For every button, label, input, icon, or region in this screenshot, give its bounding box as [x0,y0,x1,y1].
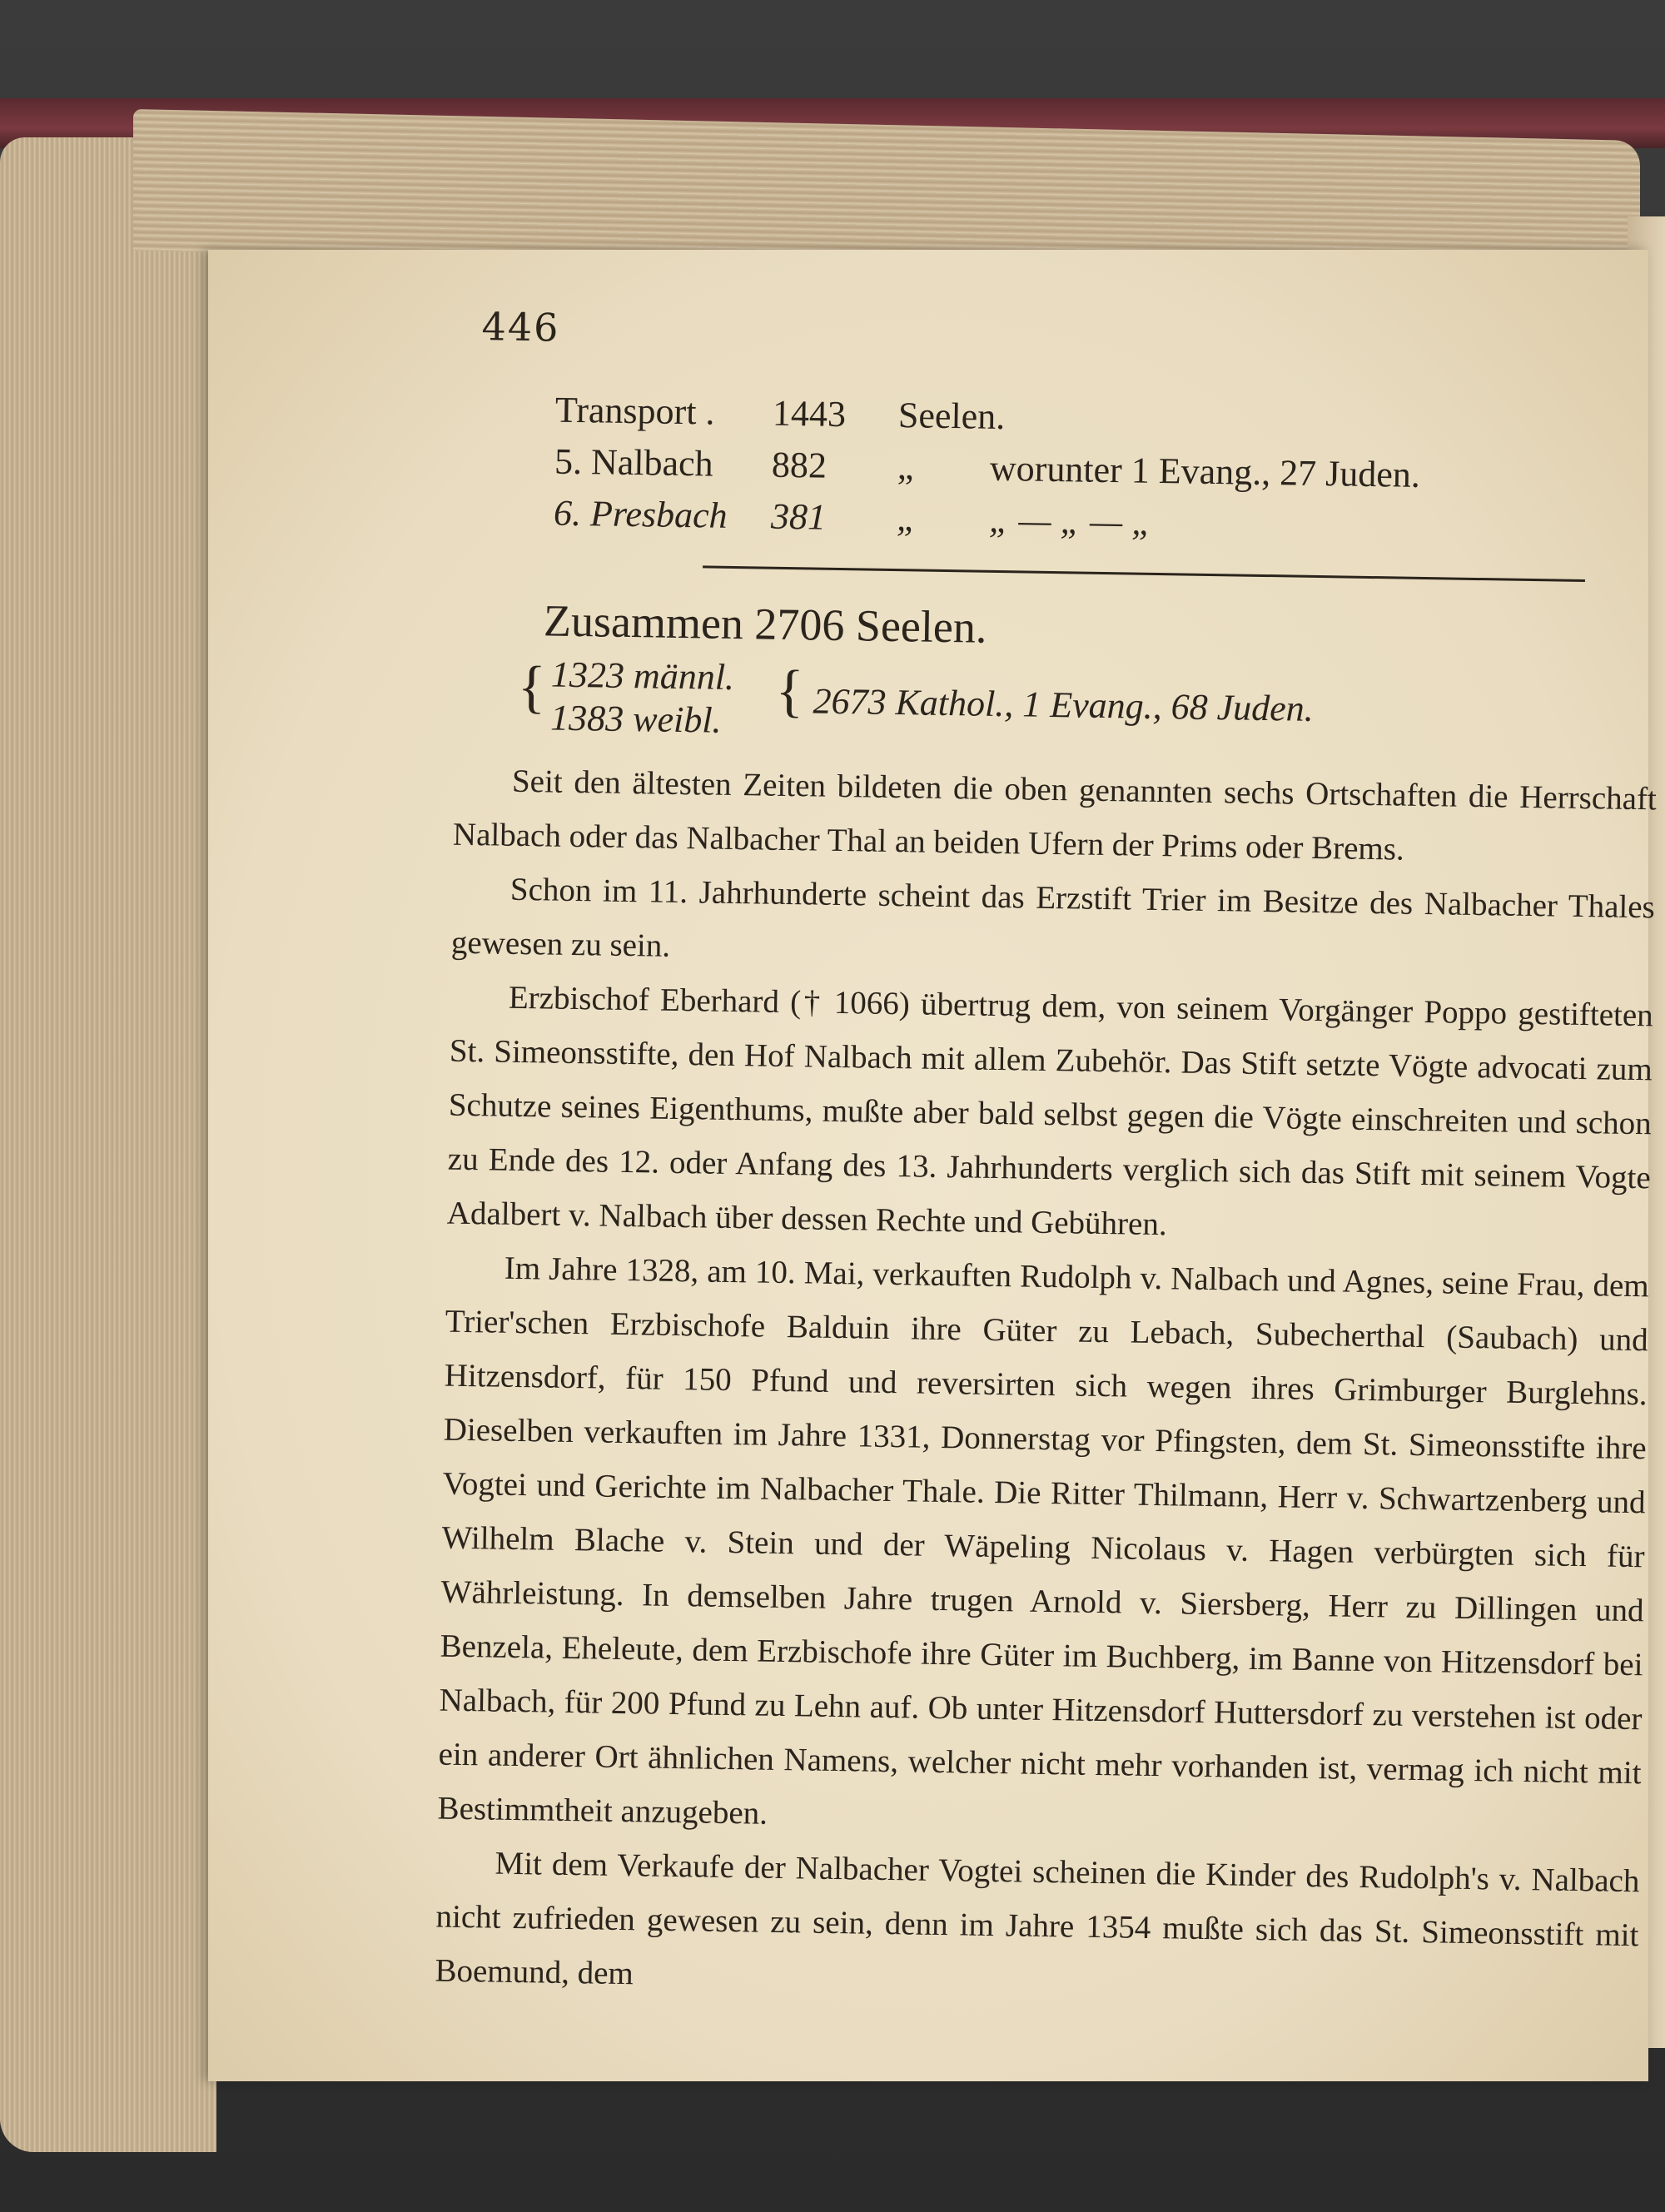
census-count: 882 [771,444,828,486]
paragraph: Schon im 11. Jahrhunderte scheint das Erzstift Trier im Besitze des Nalbacher Thales gewesen zu sein. [450,871,1656,964]
page-content [179,250,1658,2104]
census-row [555,389,1006,438]
paragraph: Erzbischof Eberhard († 1066) übertrug dem, von seinem Vorgänger Poppo gestifteten St. Simeonsstifte, den Hof Nalbach mit allem Zubehör. Das Stift setzte Vögte advocati zum Schutze seines Eigenthums, mußte aber bald selbst gegen die Vögte einschreiten und schon zu Ende des 12. oder Anfang des 13. Jahrhunderts verglich sich das Stift mit seinem Vogte Adalbert v. Nalbach über dessen Rechte und Gebühren. [446,979,1654,1243]
body-text [435,753,1657,2017]
census-place: 5. Nalbach [554,440,714,485]
sum-rule [703,565,1585,582]
paragraph: Seit den ältesten Zeiten bildeten die oben genannten sechs Ortschaften die Herrschaft Nalbach oder das Nalbacher Thal an beiden Ufern der Prims oder Brems. [452,763,1658,867]
confession-summary: 2673 Kathol., 1 Evang., 68 Juden. [813,680,1315,729]
gender-male: 1323 männl. [550,654,735,698]
census-note: „ — „ — „ [988,499,1153,543]
census-place: 6. Presbach [553,492,728,536]
census-count: 381 [770,495,827,538]
census-total: Zusammen 2706 Seelen. [543,595,987,653]
census-unit: „ [897,446,914,488]
census-unit: „ [896,498,917,539]
census-place: Transport . [554,389,715,433]
census-count: 1443 [772,392,847,435]
paragraph: Mit dem Verkaufe der Nalbacher Vogtei scheinen die Kinder des Rudolph's v. Nalbach nicht zufrieden gewesen zu sein, denn im Jahre 1354 mußte sich das St. Simeonsstift mit Boemund, dem [435,1845,1640,1992]
census-unit: Seelen. [897,395,1006,438]
gender-female: 1383 weibl. [549,697,722,741]
page-number: 446 [481,304,560,350]
census-note: worunter 1 Evang., 27 Juden. [989,447,1421,495]
brace-right: { [775,659,804,724]
brace-left: { [517,654,547,720]
census-row [554,492,1152,544]
paragraph: Im Jahre 1328, am 10. Mai, verkauften Rudolph v. Nalbach und Agnes, seine Frau, dem Trier'schen Erzbischofe Balduin ihre Güter zu Lebach, Subecherthal (Saubach) und Hitzensdorf, für 150 Pfund und reversirten sich wegen ihres Grimburger Burglehns. Dieselben verkauften im Jahre 1331, Donnerstag vor Pfingsten, dem St. Simeonsstifte ihre Vogtei und Gerichte im Nalbacher Thale. Die Ritter Thilmann, Herr v. Schwartzenberg und Wilhelm Blache v. Stein und der Wäpeling Nicolaus v. Hagen verbürgten sich für Währleistung. In demselben Jahre trugen Arnold v. Siersberg, Herr zu Dillingen und Benzela, Eheleute, dem Erzbischofe ihre Güter im Buchberg, im Banne von Hitzensdorf bei Nalbach, für 200 Pfund zu Lehn auf. Ob unter Hitzensdorf Huttersdorf zu verstehen ist oder ein anderer Ort ähnlichen Namens, welcher nicht mehr vorhanden ist, vermag ich nicht mit Bestimmtheit anzugeben. [437,1250,1649,1832]
census-row [554,440,1421,496]
